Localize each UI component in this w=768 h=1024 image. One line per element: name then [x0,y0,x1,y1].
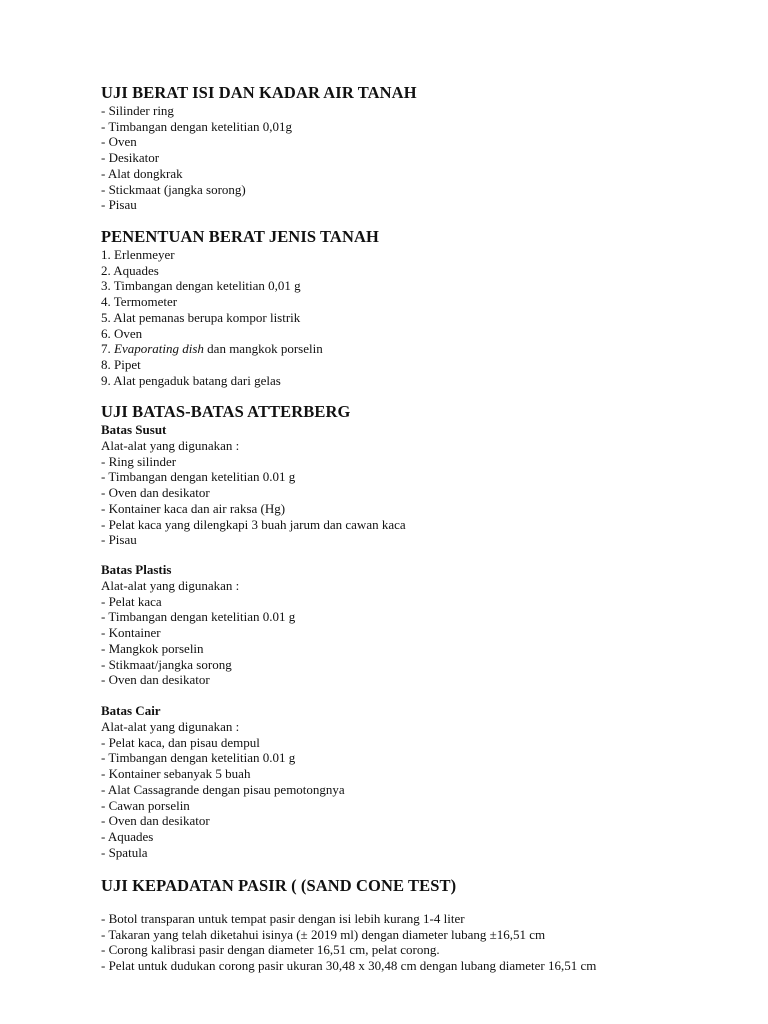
list-item [101,341,748,357]
section-berat-jenis [101,227,748,388]
list-item: - Mangkok porselin [101,640,204,656]
subsection-heading: Batas Susut [101,422,167,437]
list-item: - Oven dan desikator [101,672,210,688]
subsection-intro: Alat-alat yang digunakan : [101,719,240,734]
section-title: UJI KEPADATAN PASIR ( (SAND CONE TEST) [101,876,457,895]
item-number: 7. [101,341,111,357]
item-rest: dan mangkok porselin [203,341,323,357]
list-item: 2. Aquades [101,262,159,278]
list-item: - Kontainer kaca dan air raksa (Hg) [101,500,286,516]
subsection-batas-cair [101,703,748,860]
list-item: - Corong kalibrasi pasir dengan diameter 16,51 cm, pelat corong. [101,942,440,958]
section-sand-cone [101,876,748,896]
list-item: - Timbangan dengan ketelitian 0.01 g [101,750,296,766]
list-item: 8. Pipet [101,356,141,372]
list-item: - Oven dan desikator [101,485,210,501]
list-item: - Pisau [101,197,137,213]
section-title: UJI BERAT ISI DAN KADAR AIR TANAH [101,83,417,102]
list-item: - Takaran yang telah diketahui isinya (± 2019 ml) dengan diameter lubang ±16,51 cm [101,926,546,942]
list-item: - Pelat kaca [101,593,162,609]
list-item: - Pisau [101,532,137,548]
section-atterberg [101,402,748,548]
list-item: - Aquades [101,828,154,844]
subsection-intro: Alat-alat yang digunakan : [101,438,240,453]
list-item: - Silinder ring [101,103,174,118]
section-title: UJI BATAS-BATAS ATTERBERG [101,402,351,421]
list-item: - Stikmaat/jangka sorong [101,656,232,672]
list-item: - Ring silinder [101,453,177,469]
list-item: - Pelat kaca, dan pisau dempul [101,734,260,750]
list-item: - Stickmaat (jangka sorong) [101,181,246,197]
list-item: - Pelat kaca yang dilengkapi 3 buah jarum dan cawan kaca [101,516,406,532]
subsection-intro: Alat-alat yang digunakan : [101,578,240,593]
list-item: 6. Oven [101,325,143,341]
section-berat-isi [101,83,748,213]
section-sand-cone-items [101,911,748,974]
subsection-batas-plastis [101,562,748,688]
section-title: PENENTUAN BERAT JENIS TANAH [101,227,379,246]
list-item: - Timbangan dengan ketelitian 0.01 g [101,609,296,625]
list-item: - Kontainer [101,625,161,641]
list-item: - Cawan porselin [101,797,190,813]
list-item: 5. Alat pemanas berupa kompor listrik [101,309,301,325]
list-item: 1. Erlenmeyer [101,247,175,262]
list-item: - Oven [101,134,137,150]
list-item: - Alat dongkrak [101,165,183,181]
item-italic-term: Evaporating dish [114,341,204,357]
subsection-heading: Batas Plastis [101,562,172,577]
list-item: - Desikator [101,150,160,166]
list-item: - Pelat untuk dudukan corong pasir ukuran 30,48 x 30,48 cm dengan lubang diameter 16,51 cm [101,958,597,974]
list-item: - Botol transparan untuk tempat pasir dengan isi lebih kurang 1-4 liter [101,911,465,926]
list-item: - Timbangan dengan ketelitian 0.01 g [101,469,296,485]
list-item: - Alat Cassagrande dengan pisau pemotongnya [101,781,345,797]
list-item: 4. Termometer [101,294,178,310]
list-item: - Timbangan dengan ketelitian 0,01g [101,118,293,134]
list-item: 9. Alat pengaduk batang dari gelas [101,372,281,388]
subsection-heading: Batas Cair [101,703,161,718]
list-item: 3. Timbangan dengan ketelitian 0,01 g [101,278,301,294]
list-item: - Kontainer sebanyak 5 buah [101,766,251,782]
list-item: - Oven dan desikator [101,813,210,829]
list-item: - Spatula [101,844,148,860]
